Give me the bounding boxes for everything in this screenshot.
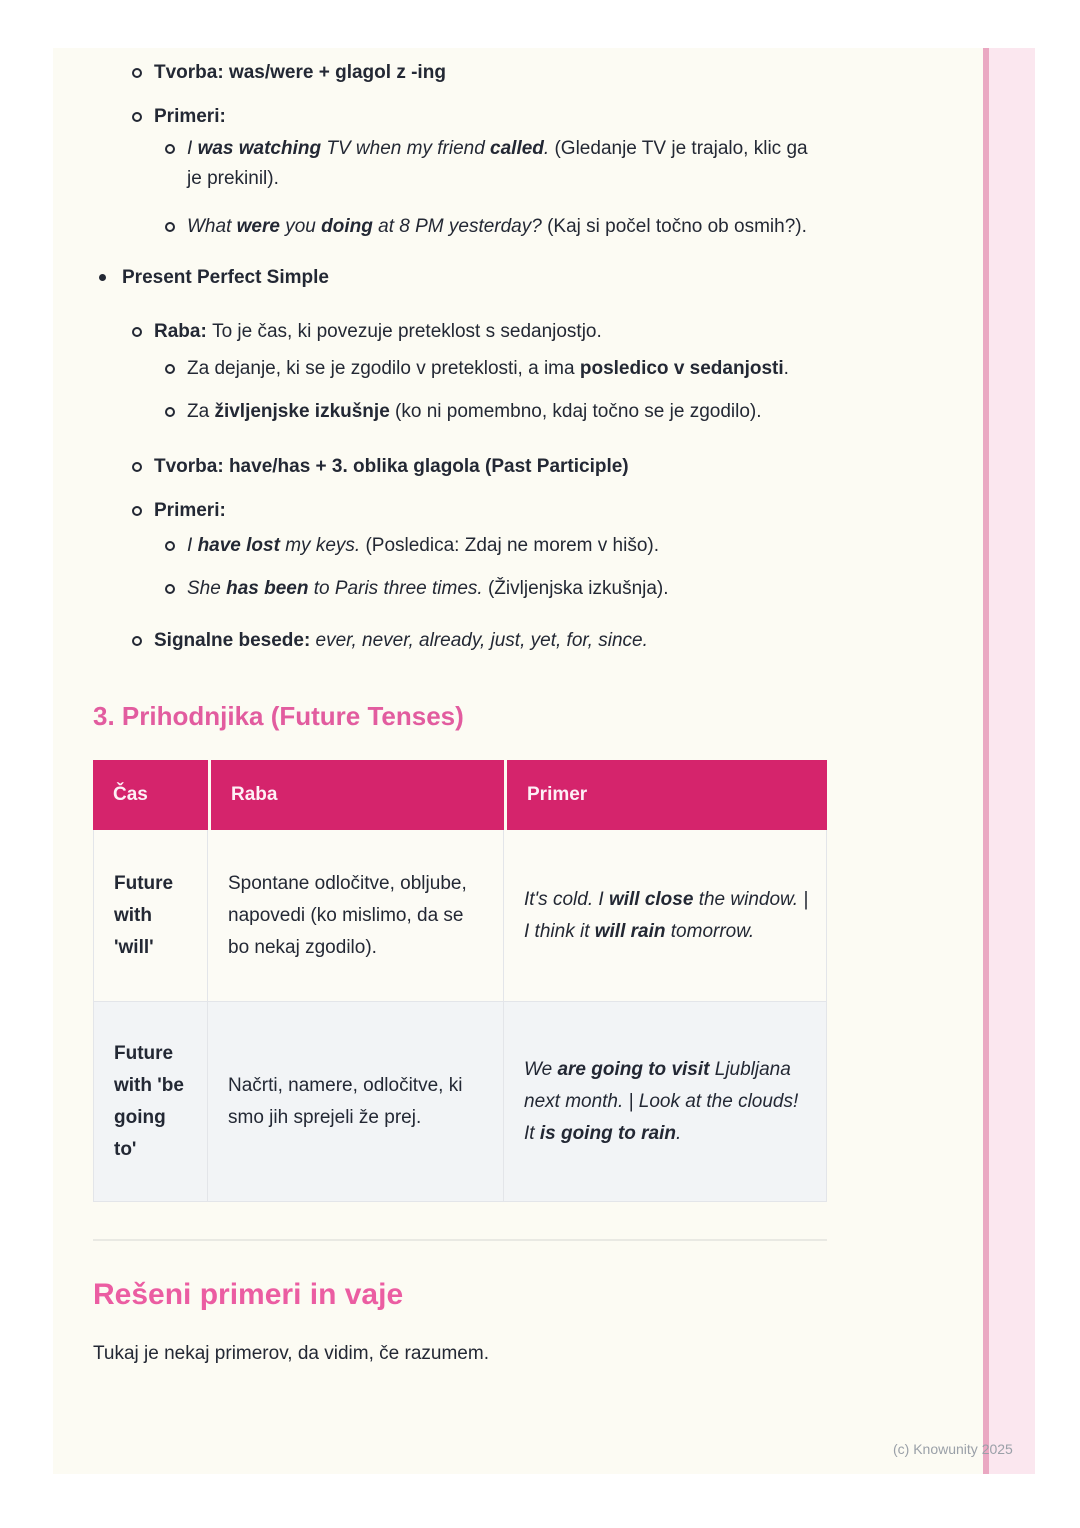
cell-example: It's cold. I will close the window. | I think it will rain tomorrow. — [504, 830, 827, 1002]
list-item — [93, 263, 827, 293]
table-row — [93, 830, 827, 1002]
page-margin-stripe — [983, 48, 1035, 1474]
list-item — [93, 317, 827, 347]
circle-bullet-icon — [165, 541, 175, 551]
document-page — [53, 48, 1035, 1474]
list-item — [93, 212, 827, 242]
list-item — [93, 102, 827, 132]
circle-bullet-icon — [165, 144, 175, 154]
list-item — [93, 397, 827, 427]
circle-bullet-icon — [165, 407, 175, 417]
list-item — [93, 531, 827, 561]
table-header-cas: Čas — [93, 760, 208, 830]
section-divider — [93, 1239, 827, 1241]
list-item — [93, 354, 827, 384]
table-row — [93, 1002, 827, 1202]
copyright-watermark: (c) Knowunity 2025 — [893, 1441, 1013, 1457]
circle-bullet-icon — [132, 68, 142, 78]
section-heading-future-tenses: 3. Prihodnjika (Future Tenses) — [93, 701, 464, 731]
list-item-text: Za življenjske izkušnje (ko ni pomembno, kdaj točno se je zgodilo). — [187, 401, 762, 422]
circle-bullet-icon — [165, 222, 175, 232]
list-item-text: Primeri: — [154, 106, 226, 127]
list-item-text: Za dejanje, ki se je zgodilo v preteklosti, a ima posledico v sedanjosti. — [187, 358, 789, 379]
list-item — [93, 134, 827, 194]
circle-bullet-icon — [132, 112, 142, 122]
cell-tense: Future with 'will' — [93, 830, 208, 1002]
circle-bullet-icon — [165, 364, 175, 374]
page-content — [93, 48, 827, 1369]
circle-bullet-icon — [165, 584, 175, 594]
cell-usage: Spontane odločitve, obljube, napovedi (ko mislimo, da se bo nekaj zgodilo). — [208, 830, 504, 1002]
list-item-text: I have lost my keys. (Posledica: Zdaj ne morem v hišo). — [187, 535, 660, 556]
circle-bullet-icon — [132, 462, 142, 472]
future-tenses-table — [93, 760, 827, 1202]
table-header-raba: Raba — [208, 760, 504, 830]
table-header-row — [93, 760, 827, 830]
cell-example: We are going to visit Ljubljana next month. | Look at the clouds! It is going to rain. — [504, 1002, 827, 1202]
list-item — [93, 496, 827, 526]
list-item-text: Raba: To je čas, ki povezuje preteklost s sedanjostjo. — [154, 321, 602, 342]
list-item-text: Present Perfect Simple — [122, 267, 329, 288]
table-header-primer: Primer — [504, 760, 827, 830]
list-item — [93, 58, 827, 88]
list-item — [93, 452, 827, 482]
circle-bullet-icon — [132, 506, 142, 516]
cell-tense: Future with 'be going to' — [93, 1002, 208, 1202]
list-item-text: I was watching TV when my friend called. (Gledanje TV je trajalo, klic ga je prekinil). — [187, 138, 808, 189]
list-item-text: Primeri: — [154, 500, 226, 521]
list-item-text: Signalne besede: ever, never, already, just, yet, for, since. — [154, 630, 648, 651]
list-item — [93, 574, 827, 604]
circle-bullet-icon — [132, 636, 142, 646]
cell-usage: Načrti, namere, odločitve, ki smo jih sprejeli že prej. — [208, 1002, 504, 1202]
list-item-text: She has been to Paris three times. (Življenjska izkušnja). — [187, 578, 669, 599]
list-item — [93, 626, 827, 656]
section-heading-solved-examples: Rešeni primeri in vaje — [93, 1278, 404, 1311]
list-item-text: What were you doing at 8 PM yesterday? (Kaj si počel točno ob osmih?). — [187, 216, 807, 237]
list-item-text: Tvorba: was/were + glagol z -ing — [154, 62, 446, 83]
list-item-text: Tvorba: have/has + 3. oblika glagola (Past Participle) — [154, 456, 629, 477]
disc-bullet-icon — [99, 274, 106, 281]
circle-bullet-icon — [132, 327, 142, 337]
intro-paragraph: Tukaj je nekaj primerov, da vidim, če razumem. — [93, 1343, 489, 1364]
